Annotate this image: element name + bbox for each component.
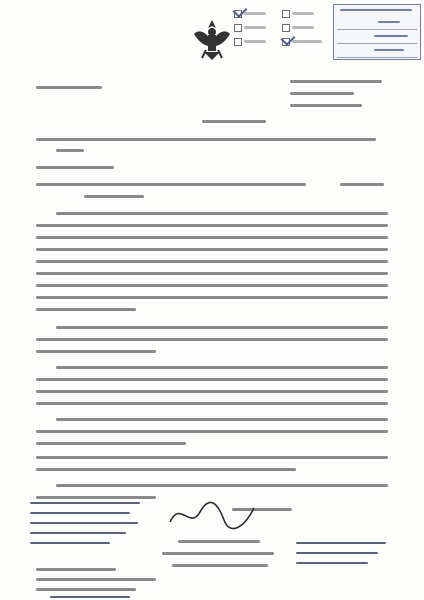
received-stamp (333, 4, 421, 60)
garuda-emblem-icon (188, 16, 236, 64)
sender-office-address (290, 80, 382, 83)
reference-line (36, 183, 306, 186)
letter-date (202, 120, 266, 123)
reference-number (36, 86, 102, 89)
signer-name (178, 540, 260, 543)
handwritten-bottom-note (50, 596, 130, 598)
salutation (36, 166, 114, 169)
signature-icon (164, 498, 260, 532)
distribution-checkbox-box (230, 4, 328, 52)
subject-line (36, 138, 376, 141)
signer-title (162, 552, 274, 555)
